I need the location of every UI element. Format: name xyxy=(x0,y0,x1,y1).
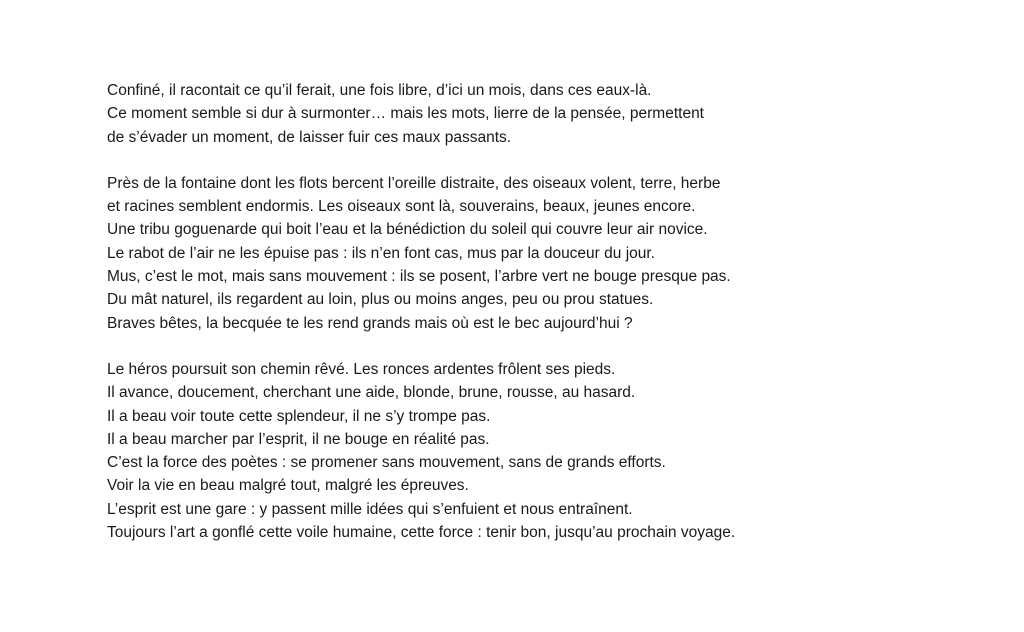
poem-line: Le rabot de l’air ne les épuise pas : ils n’en font cas, mus par la douceur du jour. xyxy=(107,244,655,262)
poem-line: Il a beau marcher par l’esprit, il ne bouge en réalité pas. xyxy=(107,430,490,448)
poem-line: Il avance, doucement, cherchant une aide, blonde, brune, rousse, au hasard. xyxy=(107,384,636,402)
poem-line: C’est la force des poètes : se promener sans mouvement, sans de grands efforts. xyxy=(107,454,666,472)
poem-line: Du mât naturel, ils regardent au loin, plus ou moins anges, peu ou prou statues. xyxy=(107,291,654,309)
stanza-2 xyxy=(107,172,1007,335)
poem-line: Le héros poursuit son chemin rêvé. Les ronces ardentes frôlent ses pieds. xyxy=(107,360,616,378)
stanza-1 xyxy=(107,79,1007,149)
poem-line: Près de la fontaine dont les flots bercent l’oreille distraite, des oiseaux volent, terre, herbe xyxy=(107,174,721,192)
poem-line: Toujours l’art a gonflé cette voile humaine, cette force : tenir bon, jusqu’au prochain voyage. xyxy=(107,524,736,542)
poem-line: Ce moment semble si dur à surmonter… mais les mots, lierre de la pensée, permettent xyxy=(107,105,704,123)
poem-line: Confiné, il racontait ce qu’il ferait, une fois libre, d’ici un mois, dans ces eaux-là. xyxy=(107,82,652,99)
poem-text xyxy=(107,79,1007,544)
stanza-3 xyxy=(107,358,1007,544)
poem-line: et racines semblent endormis. Les oiseaux sont là, souverains, beaux, jeunes encore. xyxy=(107,198,696,216)
poem-line: de s’évader un moment, de laisser fuir ces maux passants. xyxy=(107,128,512,146)
poem-line: Braves bêtes, la becquée te les rend grands mais où est le bec aujourd’hui ? xyxy=(107,314,633,332)
poem-line: Mus, c’est le mot, mais sans mouvement : ils se posent, l’arbre vert ne bouge presque pas. xyxy=(107,268,731,286)
poem-line: Il a beau voir toute cette splendeur, il ne s’y trompe pas. xyxy=(107,407,491,425)
poem-line: Une tribu goguenarde qui boit l’eau et la bénédiction du soleil qui couvre leur air novice. xyxy=(107,221,708,239)
poem-line: L’esprit est une gare : y passent mille idées qui s’enfuient et nous entraînent. xyxy=(107,500,633,518)
poem-line: Voir la vie en beau malgré tout, malgré les épreuves. xyxy=(107,477,469,495)
